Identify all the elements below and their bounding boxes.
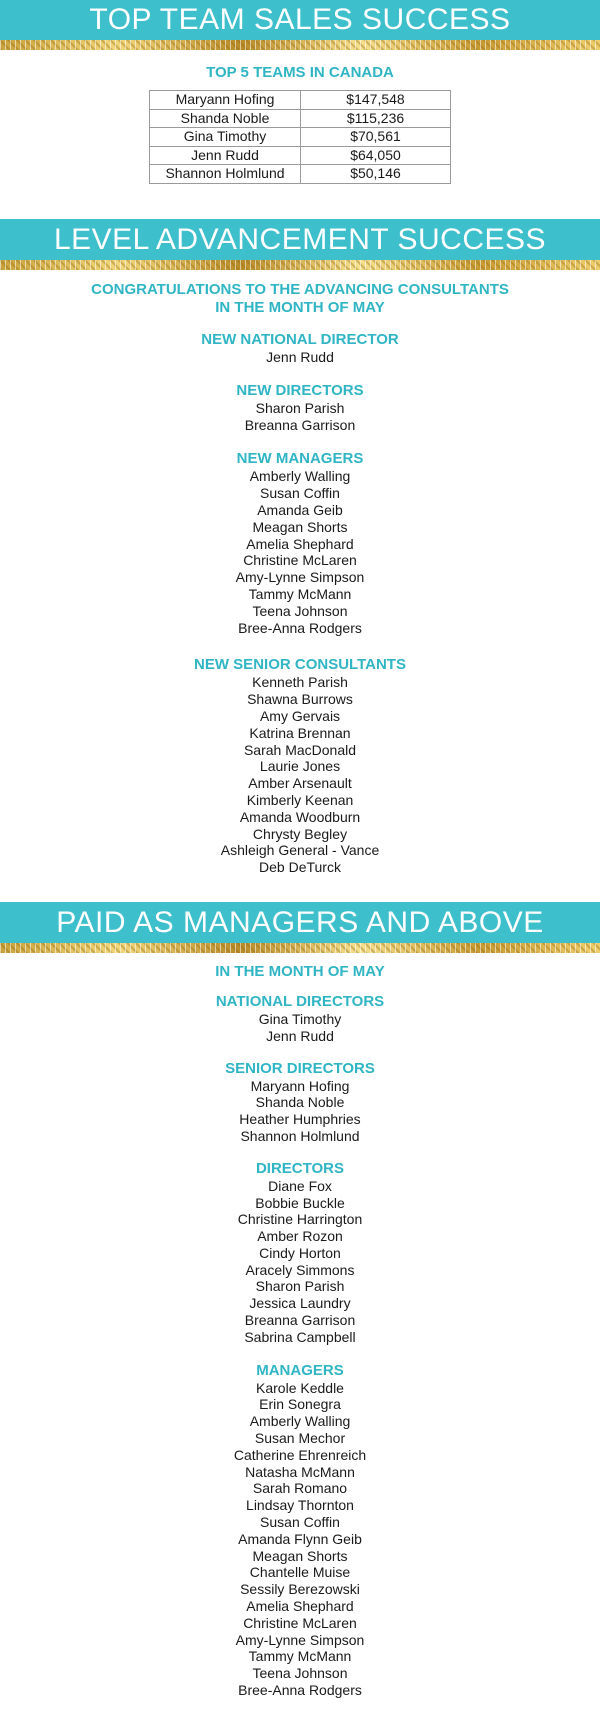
list-item: Meagan Shorts — [252, 518, 348, 535]
managers-heading: MANAGERS — [256, 1361, 344, 1379]
list-item: Shannon Holmlund — [240, 1127, 360, 1144]
list-item: Amberly Walling — [249, 1413, 351, 1430]
top-teams-table — [149, 90, 451, 184]
list-item: Tammy McMann — [248, 1648, 352, 1665]
gold-glitter-divider — [0, 40, 600, 50]
congrats-line-1: CONGRATULATIONS TO THE ADVANCING CONSULTANTS — [91, 281, 509, 298]
gold-glitter-divider — [0, 260, 600, 270]
list-item: Breanna Garrison — [244, 1312, 356, 1329]
table-row — [150, 165, 451, 184]
list-item: Teena Johnson — [252, 602, 348, 619]
list-item: Sessily Berezowski — [240, 1581, 360, 1598]
list-item: Cindy Horton — [259, 1244, 341, 1261]
list-item: Amanda Woodburn — [239, 808, 361, 825]
congrats-line-2: IN THE MONTH OF MAY — [215, 299, 385, 316]
top-sales-banner — [0, 0, 600, 40]
list-item: Susan Coffin — [260, 1514, 340, 1531]
new-directors-heading: NEW DIRECTORS — [236, 381, 364, 399]
team-amount: $64,050 — [301, 146, 451, 165]
top-sales-banner-title: TOP TEAM SALES SUCCESS — [89, 3, 511, 36]
team-name: Maryann Hofing — [150, 91, 301, 110]
list-item: Katrina Brennan — [249, 724, 351, 741]
new-national-director-heading: NEW NATIONAL DIRECTOR — [201, 331, 399, 348]
list-item: Kimberly Keenan — [246, 791, 354, 808]
paid-as-banner — [0, 902, 600, 943]
list-item: Susan Mechor — [254, 1430, 346, 1447]
list-item: Maryann Hofing — [250, 1077, 350, 1094]
list-item: Christine McLaren — [243, 1614, 357, 1631]
top-teams-heading: TOP 5 TEAMS IN CANADA — [206, 64, 394, 81]
team-amount: $115,236 — [301, 109, 451, 128]
list-item: Sarah MacDonald — [243, 741, 357, 758]
directors-heading: DIRECTORS — [255, 1159, 345, 1177]
paid-as-section — [0, 953, 600, 1699]
list-item: Amy-Lynne Simpson — [235, 569, 365, 586]
list-item: Natasha McMann — [245, 1463, 355, 1480]
list-item: Jenn Rudd — [266, 1027, 334, 1044]
list-item: Sharon Parish — [255, 399, 345, 416]
list-item: Catherine Ehrenreich — [233, 1446, 367, 1463]
list-item: Sarah Romano — [252, 1480, 348, 1497]
list-item: Heather Humphries — [239, 1111, 361, 1128]
list-item: Meagan Shorts — [252, 1547, 348, 1564]
list-item: Amelia Shephard — [246, 1598, 354, 1615]
list-item: Sharon Parish — [255, 1278, 345, 1295]
level-advancement-section — [0, 270, 600, 876]
list-item: Amy-Lynne Simpson — [235, 1631, 365, 1648]
new-managers-heading: NEW MANAGERS — [236, 450, 364, 468]
list-item: Laurie Jones — [259, 758, 341, 775]
section-gap — [0, 190, 600, 219]
list-item: Bree-Anna Rodgers — [238, 1682, 362, 1699]
team-name: Shannon Holmlund — [150, 165, 301, 184]
list-item: Amanda Geib — [257, 501, 343, 518]
list-item: Breanna Garrison — [244, 416, 356, 433]
table-row — [150, 146, 451, 165]
list-item: Erin Sonegra — [259, 1396, 341, 1413]
national-directors-heading: NATIONAL DIRECTORS — [215, 992, 385, 1010]
table-row — [150, 109, 451, 128]
team-amount: $70,561 — [301, 128, 451, 147]
paid-as-subheading: IN THE MONTH OF MAY — [215, 962, 385, 980]
level-advancement-banner-title: LEVEL ADVANCEMENT SUCCESS — [53, 223, 547, 256]
list-item: Diane Fox — [268, 1177, 332, 1194]
team-amount: $50,146 — [301, 165, 451, 184]
top-sales-section — [0, 50, 600, 190]
list-item: Amanda Flynn Geib — [238, 1530, 362, 1547]
list-item: Chantelle Muise — [249, 1564, 351, 1581]
team-amount: $147,548 — [301, 91, 451, 110]
level-advancement-banner — [0, 219, 600, 260]
team-name: Shanda Noble — [150, 109, 301, 128]
list-item: Teena Johnson — [252, 1665, 348, 1682]
list-item: Amy Gervais — [259, 707, 341, 724]
list-item: Jenn Rudd — [266, 349, 334, 365]
list-item: Sabrina Campbell — [244, 1328, 356, 1345]
list-item: Chrysty Begley — [252, 825, 348, 842]
list-item: Kenneth Parish — [252, 674, 348, 691]
new-senior-consultants-heading: NEW SENIOR CONSULTANTS — [194, 656, 406, 674]
list-item: Amber Arsenault — [248, 775, 352, 792]
list-item: Amber Rozon — [257, 1228, 343, 1245]
list-item: Amberly Walling — [249, 468, 351, 485]
table-row — [150, 128, 451, 147]
table-row — [150, 91, 451, 110]
list-item: Jessica Laundry — [249, 1295, 351, 1312]
section-gap — [0, 876, 600, 902]
team-name: Jenn Rudd — [150, 146, 301, 165]
list-item: Shawna Burrows — [247, 691, 353, 708]
list-item: Deb DeTurck — [259, 859, 341, 876]
team-name: Gina Timothy — [150, 128, 301, 147]
paid-as-banner-title: PAID AS MANAGERS AND ABOVE — [56, 905, 544, 939]
list-item: Ashleigh General - Vance — [220, 842, 380, 859]
list-item: Gina Timothy — [258, 1010, 342, 1027]
list-item: Karole Keddle — [256, 1379, 344, 1396]
gold-glitter-divider — [0, 943, 600, 953]
list-item: Bree-Anna Rodgers — [238, 619, 362, 636]
list-item: Christine Harrington — [237, 1211, 363, 1228]
list-item: Bobbie Buckle — [255, 1194, 345, 1211]
list-item: Aracely Simmons — [245, 1261, 355, 1278]
list-item: Amelia Shephard — [246, 535, 354, 552]
senior-directors-heading: SENIOR DIRECTORS — [225, 1059, 375, 1077]
list-item: Susan Coffin — [260, 485, 340, 502]
list-item: Shanda Noble — [255, 1094, 345, 1111]
list-item: Lindsay Thornton — [246, 1497, 354, 1514]
list-item: Christine McLaren — [243, 552, 357, 569]
list-item: Tammy McMann — [248, 585, 352, 602]
